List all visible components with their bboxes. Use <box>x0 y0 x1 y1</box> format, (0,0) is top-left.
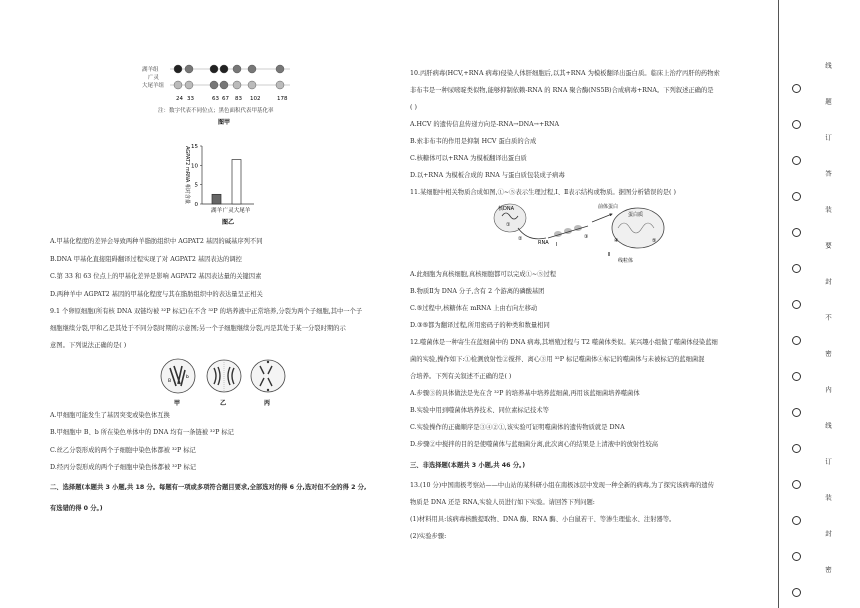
q13-line2: 物质是 DNA 还是 RNA,实验人员进行如下实验。请回答下列问题: <box>410 499 595 506</box>
option-9c: C.丝乙分裂形成的两个子细胞中染色体都被 ³²P 标记 <box>50 447 196 454</box>
label-step-3: ③ <box>584 234 589 240</box>
position-label: 83 <box>235 96 242 102</box>
cell-label-bing: 丙 <box>264 400 271 407</box>
bar <box>212 194 221 204</box>
binding-char: 封 <box>824 278 832 285</box>
binding-hole-icon <box>792 84 801 93</box>
methylation-site <box>248 81 256 89</box>
q11-option-a: A.此细胞为真核细胞,真核细胞都可以完成①~⑤过程 <box>410 271 557 278</box>
option-b: B.DNA 甲基化直接阻碍翻译过程实现了对 AGPAT2 基因表达的调控 <box>50 256 242 263</box>
binding-char: 装 <box>824 206 832 213</box>
position-label: 102 <box>250 96 261 102</box>
label-mitochondrion: 线粒体 <box>618 258 634 264</box>
q12-line1: 12.噬菌体是一种寄生在蓝细菌中的 DNA 病毒,其增殖过程与 T2 噬菌体类似。某兴趣小组做了噬菌体侵染蓝细 <box>410 339 718 346</box>
y-tick-label: 5 <box>194 182 198 189</box>
position-label: 33 <box>187 96 194 102</box>
cell-yi <box>207 360 241 392</box>
q12-option-a: A.步骤③的具体做法是先在含 ³²P 的培养基中培养蓝细菌,再用该蓝细菌培养噬菌体 <box>410 390 640 397</box>
binding-char: 订 <box>824 458 832 465</box>
y-tick-label: 15 <box>191 144 198 150</box>
label-nuclear-dna: 核DNA <box>498 206 515 212</box>
cell-label-yi: 乙 <box>220 400 227 407</box>
question-9-line1: 9.1 个卵原细胞(所有核 DNA 双链均被 ³²P 标记)在不含 ³²P 的培养液中正常培养,分裂为两个子细胞,其中一个子 <box>50 308 363 315</box>
section-2-heading: 二、选择题(本题共 3 小题,共 18 分。每题有一项或多项符合题目要求,全部选对的得 6 分,选对但不全的得 2 分, <box>50 484 367 491</box>
binding-char: 封 <box>824 530 832 537</box>
binding-hole-icon <box>792 480 801 489</box>
label-step-4: ④ <box>614 238 619 244</box>
svg-text:B: B <box>168 379 172 384</box>
binding-hole-icon <box>792 228 801 237</box>
label-struct-ii: Ⅱ <box>608 252 611 258</box>
figure-caption-jia: 图甲 <box>218 119 231 126</box>
q11-option-d: D.③⑤都为翻译过程,所用密码子的种类和数量相同 <box>410 322 550 329</box>
row-label-huyang: 湖羊组 <box>142 67 159 73</box>
methylation-site <box>248 65 256 73</box>
q11-option-c: C.⑤过程中,核糖体在 mRNA 上由右向左移动 <box>410 305 538 312</box>
row-label-daweiyang: 大尾羊组 <box>142 83 165 89</box>
section-2-heading-cont: 有选错的得 0 分。) <box>50 505 103 512</box>
q11-stem: 11.某细胞中相关物质合成如图,①~⑤表示生理过程,Ⅰ、Ⅱ表示结构或物质。据图分析错误的是( ) <box>410 189 676 196</box>
methylation-site <box>220 65 228 73</box>
q12-option-c: C.实验操作的正确顺序是③④②①,该实验可证明噬菌体的遗传物质就是 DNA <box>410 424 625 431</box>
label-step-1: ① <box>506 222 511 228</box>
binding-char: 密 <box>824 566 832 573</box>
binding-char: 答 <box>824 170 832 177</box>
y-axis-label: AGPAT2 mRNA 相对含量 <box>184 146 190 204</box>
y-tick-label: 10 <box>191 163 198 170</box>
binding-char: 要 <box>824 242 832 249</box>
q12-line2: 菌的实验,操作如下:①检测放射性②搅拌、离心③用 ³²P 标记噬菌体④标记的噬菌体与未被标记的蓝细菌混 <box>410 356 705 363</box>
q13-line4: (2)实验步骤: <box>410 533 447 540</box>
methylation-site <box>276 81 284 89</box>
option-9a: A.甲细胞可能发生了基因突变或染色体互换 <box>50 412 170 419</box>
q10-option-b: B.索非布韦的作用是抑制 HCV 蛋白质的合成 <box>410 138 537 145</box>
cell-jia <box>161 359 195 393</box>
q11-option-b: B.物质Ⅱ为 DNA 分子,含有 2 个游离的磷酸基团 <box>410 288 545 295</box>
methylation-site <box>210 65 218 73</box>
q12-line3: 合培养。下列有关叙述不正确的是( ) <box>410 373 512 380</box>
binding-hole-icon <box>792 336 801 345</box>
label-step-2: ② <box>518 236 523 242</box>
binding-hole-icon <box>792 444 801 453</box>
q12-option-d: D.步骤②中搅拌的目的是使噬菌体与蓝细菌分离,此次离心的结果是上清液中的放射性较高 <box>410 441 659 448</box>
methylation-site <box>210 81 218 89</box>
section-3-heading: 三、非选择题(本题共 3 小题,共 46 分。) <box>410 462 526 469</box>
binding-hole-icon <box>792 588 801 597</box>
question-9-line2: 细胞继续分裂,甲和乙是其处于不同分裂时期的示意图;另一个子细胞继续分裂,丙是其处于某一分裂时期的示 <box>50 325 346 332</box>
question-9-line3: 意图。下列说法正确的是( ) <box>50 342 127 349</box>
binding-char: 线 <box>824 62 832 69</box>
methylation-row-huyang <box>170 65 290 73</box>
label-precursor-protein: 前体蛋白 <box>598 204 619 210</box>
figure-yi-chart <box>160 138 260 238</box>
methylation-site <box>174 81 182 89</box>
category-label: 广灵大尾羊 <box>222 208 251 214</box>
methylation-site <box>220 81 228 89</box>
binding-line <box>778 0 779 608</box>
binding-hole-icon <box>792 156 801 165</box>
binding-strip <box>784 0 860 608</box>
binding-char: 订 <box>824 134 832 141</box>
position-label: 63 <box>212 96 219 102</box>
figure-q11 <box>488 198 688 264</box>
binding-char: 装 <box>824 494 832 501</box>
binding-char: 不 <box>824 314 832 321</box>
q10-option-c: C.核糖体可以+RNA 为模板翻译出蛋白质 <box>410 155 527 162</box>
q12-option-b: B.实验中用到噬菌体培养技术、同位素标记技术等 <box>410 407 549 414</box>
binding-hole-icon <box>792 552 801 561</box>
option-9d: D.经丙分裂形成的两个子细胞中染色体都被 ³²P 标记 <box>50 464 197 471</box>
option-a: A.甲基化程度的差异会导致两种羊脂肪组织中 AGPAT2 基因的碱基序列不同 <box>50 238 263 245</box>
figure-caption-yi: 图乙 <box>221 219 235 226</box>
binding-char: 内 <box>824 386 832 393</box>
q13-line1: 13.(10 分)中国南极考察站——中山站的某科研小组在南极冰层中发现一种全新的病毒,为了探究该病毒的遗传 <box>410 482 715 489</box>
methylation-row-daweiyang <box>170 81 290 89</box>
binding-char: 线 <box>824 422 832 429</box>
label-rna: RNA <box>538 240 549 246</box>
methylation-site <box>233 65 241 73</box>
figure-cells <box>160 354 290 408</box>
label-protein: 蛋白质 <box>628 212 644 218</box>
binding-hole-icon <box>792 264 801 273</box>
binding-char: 密 <box>824 350 832 357</box>
q10-option-a: A.HCV 的遗传信息传递方向是-RNA→DNA→+RNA <box>410 121 560 128</box>
category-label: 湖羊 <box>210 208 223 214</box>
cell-bing <box>251 360 285 392</box>
q13-line3: (1)材料用具:该病毒核酸提取物、DNA 酶、RNA 酶、小白鼠若干、等渗生理盐水、注射器等。 <box>410 516 676 523</box>
position-label: 178 <box>277 96 288 102</box>
q10-option-d: D.以+RNA 为模板合成的 RNA 与蛋白质包装成子病毒 <box>410 172 565 179</box>
figure-jia <box>140 62 310 130</box>
option-c: C.第 33 和 63 位点上的甲基化差异是影响 AGPAT2 基因表达量的关键因素 <box>50 273 262 280</box>
bar <box>232 160 241 204</box>
option-d: D.两种羊中 AGPAT2 基因的甲基化程度与其在脂肪组织中的表达量呈正相关 <box>50 291 263 298</box>
q10-line1: 10.丙肝病毒(HCV,+RNA 病毒)侵染人体肝细胞后,以其+RNA 为模板翻译出蛋白质。临床上治疗丙肝的药物索 <box>410 70 720 77</box>
label-struct-i: Ⅰ <box>556 242 558 248</box>
methylation-site <box>233 81 241 89</box>
row-label-guangling: 广灵 <box>148 75 160 81</box>
binding-hole-icon <box>792 516 801 525</box>
svg-text:b: b <box>186 375 189 380</box>
binding-hole-icon <box>792 300 801 309</box>
binding-hole-icon <box>792 120 801 129</box>
binding-hole-icon <box>792 408 801 417</box>
label-step-5: ⑤ <box>652 238 657 244</box>
methylation-site <box>185 65 193 73</box>
q10-line2: 非布韦是一种尿嘧啶类似物,能够抑制依赖-RNA 的 RNA 聚合酶(NS5B)合成病毒+RNA。下列叙述正确的是 <box>410 87 714 94</box>
position-labels <box>176 96 288 102</box>
option-9b: B.甲细胞中 B、b 所在染色单体中的 DNA 均有一条链被 ³²P 标记 <box>50 429 234 436</box>
cell-label-jia: 甲 <box>174 400 181 407</box>
binding-hole-icon <box>792 372 801 381</box>
position-label: 67 <box>222 96 229 102</box>
methylation-site <box>174 65 182 73</box>
y-tick-label: 0 <box>194 202 198 208</box>
binding-hole-icon <box>792 192 801 201</box>
q10-line3: ( ) <box>410 104 417 111</box>
binding-char: 题 <box>824 98 832 105</box>
methylation-site <box>185 81 193 89</box>
methylation-site <box>276 65 284 73</box>
figure-note: 注：数字代表不同位点；黑色面积代表甲基化率 <box>158 108 274 114</box>
position-label: 24 <box>176 96 183 102</box>
